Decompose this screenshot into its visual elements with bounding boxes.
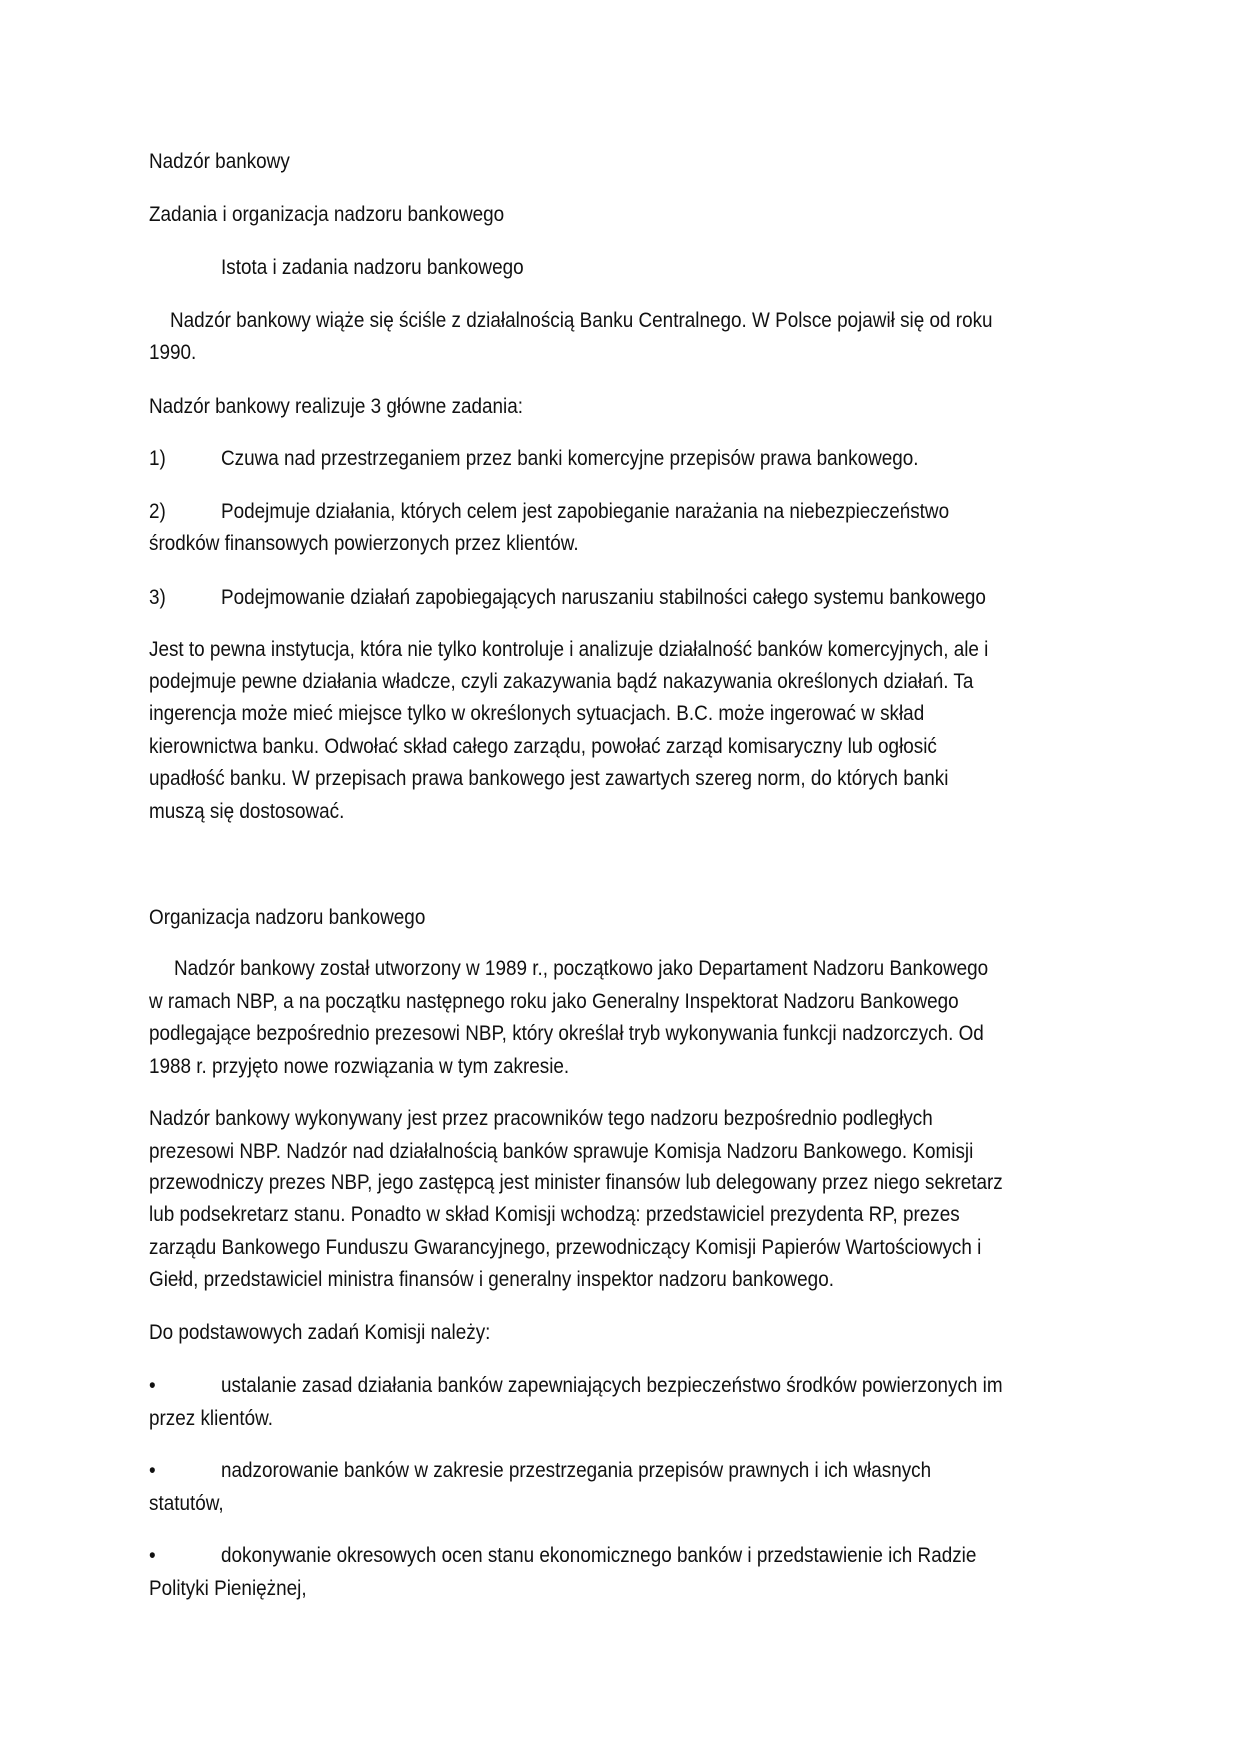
paragraph-line: Jest to pewna instytucja, która nie tylko kontroluje i analizuje działalność banków komercyjnych, ale i — [149, 638, 989, 661]
list-item-line: statutów, — [149, 1492, 224, 1515]
paragraph-line: Nadzór bankowy realizuje 3 główne zadania: — [149, 395, 524, 418]
list-item-line: Podejmuje działania, których celem jest zapobieganie narażania na niebezpieczeństwo — [221, 500, 950, 523]
paragraph-line: kierownictwa banku. Odwołać skład całego zarządu, powołać zarząd komisaryczny lub ogłosić — [149, 735, 937, 758]
list-item-line: ustalanie zasad działania banków zapewniających bezpieczeństwo środków powierzonych im — [221, 1374, 1003, 1397]
list-item-line: przez klientów. — [149, 1407, 273, 1430]
list-item-line: Czuwa nad przestrzeganiem przez banki komercyjne przepisów prawa bankowego. — [221, 447, 919, 470]
paragraph-line: 1990. — [149, 341, 197, 364]
document-title: Nadzór bankowy — [149, 150, 290, 173]
section-heading: Zadania i organizacja nadzoru bankowego — [149, 203, 505, 226]
paragraph-line: podlegające bezpośrednio prezesowi NBP, który określał tryb wykonywania funkcji nadzorczych. Od — [149, 1022, 984, 1045]
list-item-line: Polityki Pieniężnej, — [149, 1577, 307, 1600]
paragraph-line: przewodniczy prezes NBP, jego zastępcą jest minister finansów lub delegowany przez niego sekretarz — [149, 1171, 1003, 1194]
paragraph-line: podejmuje pewne działania władcze, czyli zakazywania bądź nakazywania określonych działań. Ta — [149, 670, 974, 693]
list-marker: 2) — [149, 500, 166, 523]
paragraph-line: ingerencja może mieć miejsce tylko w określonych sytuacjach. B.C. może ingerować w skład — [149, 702, 925, 725]
list-item-line: nadzorowanie banków w zakresie przestrzegania przepisów prawnych i ich własnych — [221, 1459, 932, 1482]
paragraph-line: muszą się dostosować. — [149, 800, 345, 823]
paragraph-line: w ramach NBP, a na początku następnego roku jako Generalny Inspektorat Nadzoru Bankowego — [149, 990, 959, 1013]
paragraph-line: 1988 r. przyjęto nowe rozwiązania w tym zakresie. — [149, 1055, 570, 1078]
subsection-heading: Istota i zadania nadzoru bankowego — [221, 256, 524, 279]
paragraph-line: Nadzór bankowy został utworzony w 1989 r., początkowo jako Departament Nadzoru Bankowego — [174, 957, 989, 980]
list-marker: 3) — [149, 586, 166, 609]
paragraph-line: zarządu Bankowego Funduszu Gwarancyjnego, przewodniczący Komisji Papierów Wartościowych i — [149, 1236, 982, 1259]
list-item-line: Podejmowanie działań zapobiegających naruszaniu stabilności całego systemu bankowego — [221, 586, 986, 609]
paragraph-line: Nadzór bankowy wiąże się ściśle z działalnością Banku Centralnego. W Polsce pojawił się od roku — [170, 309, 993, 332]
paragraph-line: upadłość banku. W przepisach prawa bankowego jest zawartych szereg norm, do których banki — [149, 767, 949, 790]
list-marker: 1) — [149, 447, 166, 470]
bullet-marker: • — [149, 1459, 156, 1482]
list-item-line: dokonywanie okresowych ocen stanu ekonomicznego banków i przedstawienie ich Radzie — [221, 1544, 977, 1567]
paragraph-line: lub podsekretarz stanu. Ponadto w skład Komisji wchodzą: przedstawiciel prezydenta RP, prezes — [149, 1203, 960, 1226]
bullet-marker: • — [149, 1374, 156, 1397]
section-heading: Organizacja nadzoru bankowego — [149, 906, 426, 929]
list-item-line: środków finansowych powierzonych przez klientów. — [149, 532, 579, 555]
paragraph-line: prezesowi NBP. Nadzór nad działalnością banków sprawuje Komisja Nadzoru Bankowego. Komisji — [149, 1140, 974, 1163]
paragraph-line: Do podstawowych zadań Komisji należy: — [149, 1321, 491, 1344]
paragraph-line: Nadzór bankowy wykonywany jest przez pracowników tego nadzoru bezpośrednio podległych — [149, 1107, 933, 1130]
bullet-marker: • — [149, 1544, 156, 1567]
paragraph-line: Giełd, przedstawiciel ministra finansów i generalny inspektor nadzoru bankowego. — [149, 1268, 834, 1291]
